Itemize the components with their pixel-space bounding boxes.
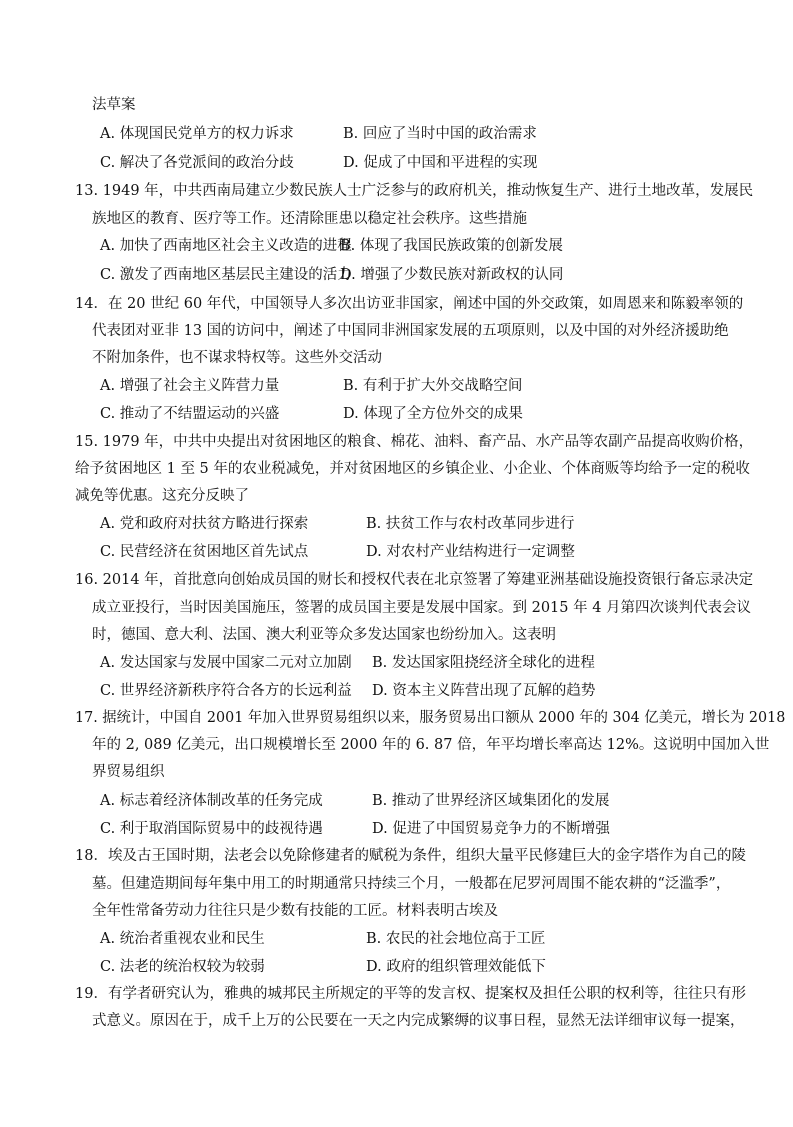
q17-stem-line-3: 界贸易组织 xyxy=(92,764,165,780)
q18-option-a: A. 统治者重视农业和民生 xyxy=(100,931,265,947)
q13-stem-line-1: 13. 1949 年，中共西南局建立少数民族人士广泛参与的政府机关，推动恢复生产、进行土地改革，发展民 xyxy=(75,183,754,199)
q17-option-a: A. 标志着经济体制改革的任务完成 xyxy=(100,793,323,809)
q14-option-b: B. 有利于扩大外交战略空间 xyxy=(343,378,523,394)
q17-option-d: D. 促进了中国贸易竞争力的不断增强 xyxy=(372,821,610,837)
q18-option-c: C. 法老的统治权较为较弱 xyxy=(100,959,265,975)
q14-option-a: A. 增强了社会主义阵营力量 xyxy=(100,378,280,394)
q18-option-d: D. 政府的组织管理效能低下 xyxy=(366,959,546,975)
q15-stem-line-2: 给予贫困地区 1 至 5 年的农业税减免，并对贫困地区的乡镇企业、小企业、个体商贩等均给予一定的税收 xyxy=(75,461,750,477)
q19-stem-line-2: 式意义。原因在于，成千上万的公民要在一天之内完成繁缛的议事日程，显然无法详细审议每一提案， xyxy=(92,1013,745,1029)
q16-option-b: B. 发达国家阻挠经济全球化的进程 xyxy=(372,655,595,671)
q14-option-c: C. 推动了不结盟运动的兴盛 xyxy=(100,406,280,422)
q15-option-d: D. 对农村产业结构进行一定调整 xyxy=(366,544,575,560)
q13-option-c: C. 激发了西南地区基层民主建设的活力 xyxy=(100,267,352,283)
q15-stem-line-1: 15. 1979 年，中共中央提出对贫困地区的粮食、棉花、油料、畜产品、水产品等农副产品提高收购价格， xyxy=(75,434,754,450)
q14-option-d: D. 体现了全方位外交的成果 xyxy=(343,406,523,422)
q17-option-b: B. 推动了世界经济区域集团化的发展 xyxy=(372,793,610,809)
q16-option-c: C. 世界经济新秩序符合各方的长远利益 xyxy=(100,683,352,699)
q12-option-a: A. 体现国民党单方的权力诉求 xyxy=(100,126,294,142)
q14-stem-line-2: 代表团对亚非 13 国的访问中，阐述了中国同非洲国家发展的五项原则，以及中国的对外经济援助绝 xyxy=(92,323,729,339)
q15-option-a: A. 党和政府对扶贫方略进行探索 xyxy=(100,516,309,532)
q13-option-d: D. 增强了少数民族对新政权的认同 xyxy=(340,267,564,283)
q18-stem-line-2: 墓。但建造期间每年集中用工的时期通常只持续三个月，一般都在尼罗河周围不能农耕的“泛滥季”， xyxy=(92,876,731,892)
q15-option-b: B. 扶贫工作与农村改革同步进行 xyxy=(366,516,575,532)
q13-stem-line-2: 族地区的教育、医疗等工作。还清除匪患以稳定社会秩序。这些措施 xyxy=(92,211,527,227)
q16-stem-line-2: 成立亚投行，当时因美国施压，签署的成员国主要是发展中国家。到 2015 年 4 月第四次谈判代表会议 xyxy=(92,600,752,616)
q18-stem-line-3: 全年性常备劳动力往往只是少数有技能的工匠。材料表明古埃及 xyxy=(92,903,498,919)
q17-stem-line-2: 年的 2, 089 亿美元，出口规模增长至 2000 年的 6. 87 倍，年平均增长率高达 12%。这说明中国加入世 xyxy=(92,737,770,753)
q14-stem-line-3: 不附加条件，也不谋求特权等。这些外交活动 xyxy=(92,350,382,366)
q16-option-a: A. 发达国家与发展中国家二元对立加剧 xyxy=(100,655,352,671)
q13-option-b: B. 体现了我国民族政策的创新发展 xyxy=(340,238,563,254)
q12-option-d: D. 促成了中国和平进程的实现 xyxy=(343,155,538,171)
q17-option-c: C. 利于取消国际贸易中的歧视待遇 xyxy=(100,821,323,837)
q12-option-b: B. 回应了当时中国的政治需求 xyxy=(343,126,537,142)
q16-option-d: D. 资本主义阵营出现了瓦解的趋势 xyxy=(372,683,596,699)
q12-stem-tail: 法草案 xyxy=(92,97,136,113)
q18-stem-line-1: 18．埃及古王国时期，法老会以免除修建者的赋税为条件，组织大量平民修建巨大的金字塔作为自己的陵 xyxy=(75,848,746,864)
q12-option-c: C. 解决了各党派间的政治分歧 xyxy=(100,155,294,171)
q17-stem-line-1: 17. 据统计，中国自 2001 年加入世界贸易组织以来，服务贸易出口额从 2000 年的 304 亿美元，增长为 2018 xyxy=(75,710,786,726)
q16-stem-line-1: 16. 2014 年，首批意向创始成员国的财长和授权代表在北京签署了筹建亚洲基础设施投资银行备忘录决定 xyxy=(75,572,754,588)
q14-stem-line-1: 14．在 20 世纪 60 年代，中国领导人多次出访亚非国家，阐述中国的外交政策，如周恩来和陈毅率领的 xyxy=(75,296,744,312)
q15-stem-line-3: 减免等优惠。这充分反映了 xyxy=(75,488,249,504)
q13-option-a: A. 加快了西南地区社会主义改造的进程 xyxy=(100,238,352,254)
q19-stem-line-1: 19．有学者研究认为，雅典的城邦民主所规定的平等的发言权、提案权及担任公职的权利等，往往只有形 xyxy=(75,986,746,1002)
q16-stem-line-3: 时，德国、意大利、法国、澳大利亚等众多发达国家也纷纷加入。这表明 xyxy=(92,627,556,643)
q15-option-c: C. 民营经济在贫困地区首先试点 xyxy=(100,544,309,560)
q18-option-b: B. 农民的社会地位高于工匠 xyxy=(366,931,546,947)
